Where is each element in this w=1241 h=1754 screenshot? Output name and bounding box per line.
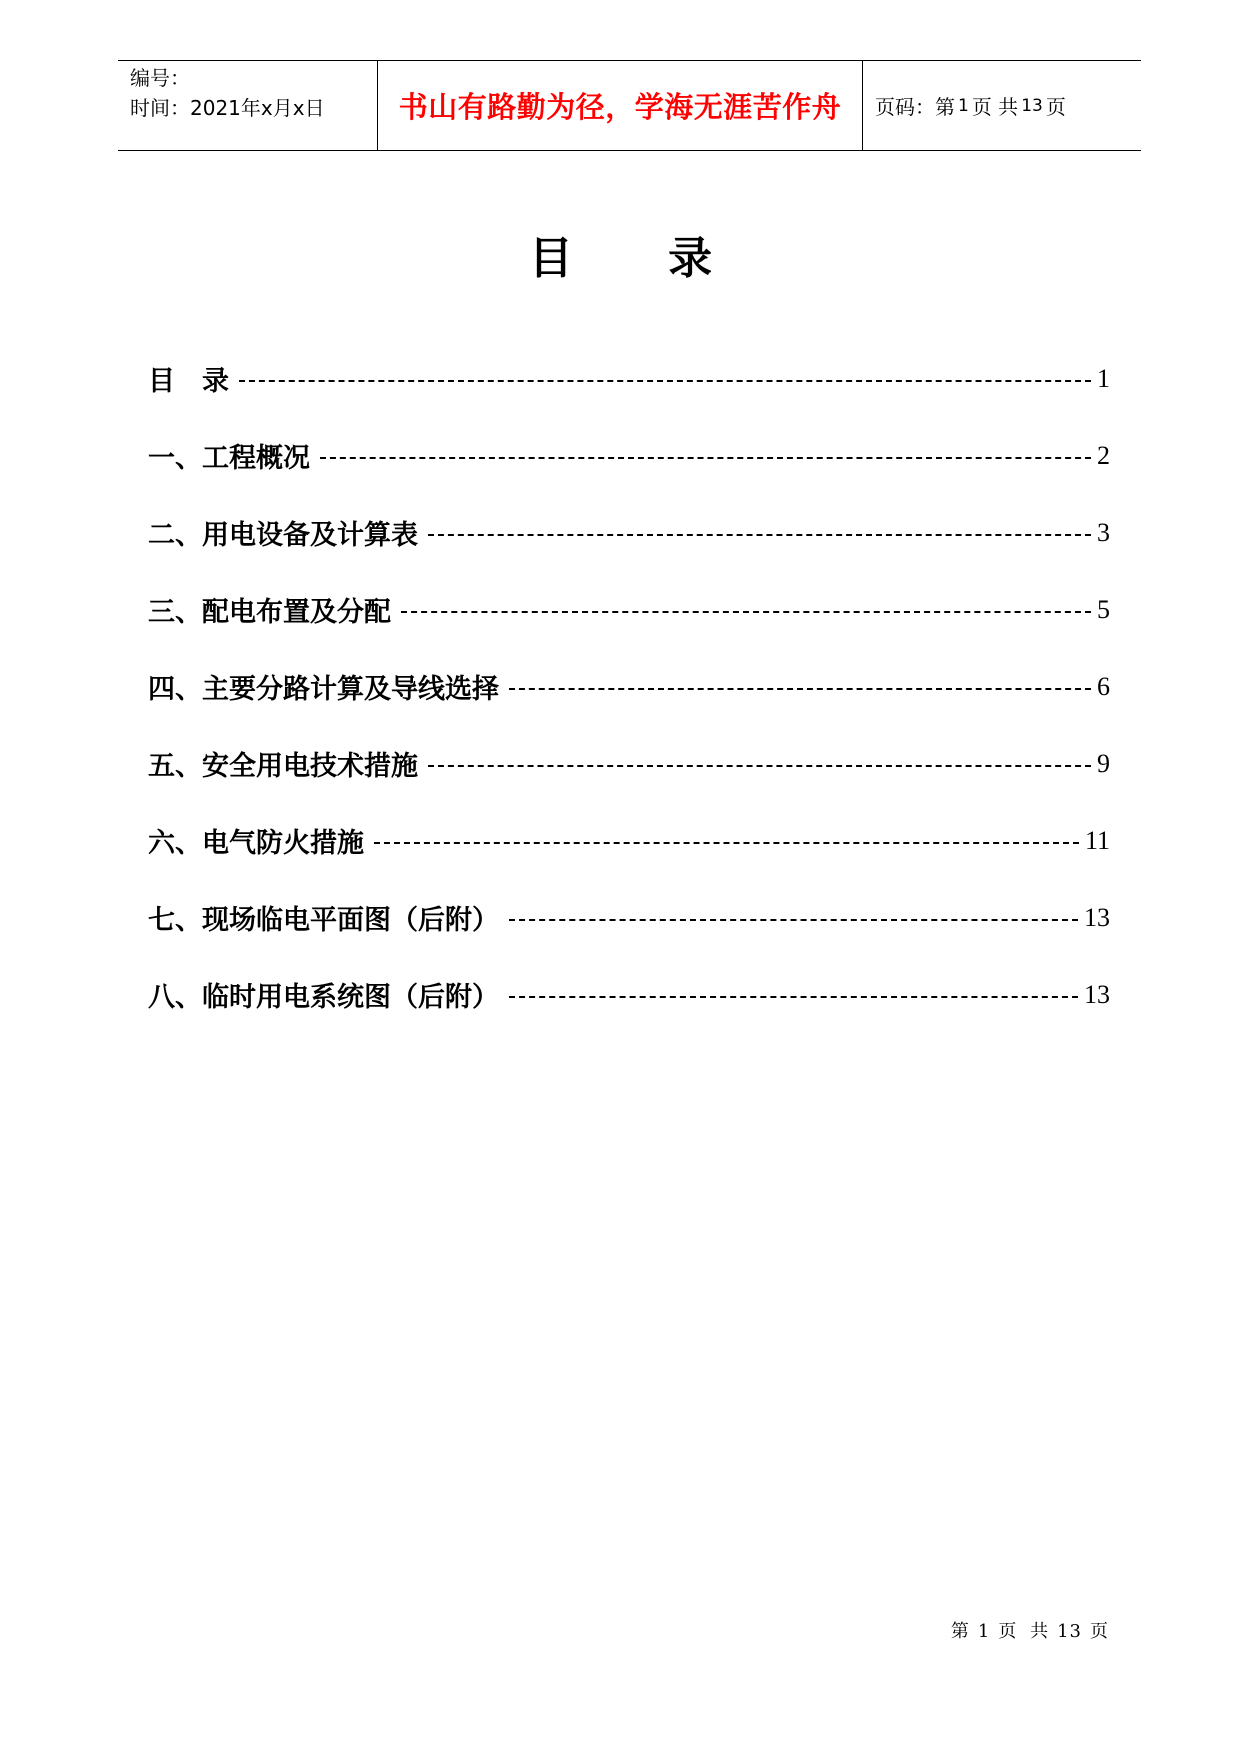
toc-entry-label: 五、安全用电技术措施 — [148, 751, 418, 782]
footer-suffix: 页 — [1090, 1621, 1109, 1642]
toc-entry-label: 八、临时用电系统图（后附） — [148, 982, 499, 1013]
toc-entry[interactable] — [148, 340, 1110, 417]
toc-entry[interactable] — [148, 648, 1110, 725]
toc-entry-page-number: 13 — [1084, 902, 1110, 932]
document-header — [118, 60, 1141, 151]
footer-current: 1 — [977, 1621, 991, 1642]
toc-dot-leader — [509, 996, 1078, 998]
document-number-label: 编号： — [130, 66, 190, 90]
footer-total: 13 — [1057, 1621, 1082, 1642]
toc-entry-page-number: 13 — [1084, 979, 1110, 1009]
footer-middle: 页 共 — [998, 1621, 1050, 1642]
toc-dot-leader — [428, 765, 1091, 767]
toc-entry-page-number: 6 — [1097, 671, 1110, 701]
header-motto-cell — [378, 61, 863, 150]
toc-entry-page-number: 2 — [1097, 440, 1110, 470]
header-meta-cell — [118, 61, 378, 150]
toc-entry-page-number: 5 — [1097, 594, 1110, 624]
header-motto: 书山有路勤为径，学海无涯苦作舟 — [398, 90, 842, 124]
toc-dot-leader — [320, 457, 1091, 459]
toc-entry-page-number: 9 — [1097, 748, 1110, 778]
toc-entry-label: 一、工程概况 — [148, 443, 310, 474]
toc-dot-leader — [374, 842, 1079, 844]
toc-entry-label: 六、电气防火措施 — [148, 828, 364, 859]
toc-entry[interactable] — [148, 879, 1110, 956]
page-title: 目 录 — [528, 233, 753, 284]
toc-dot-leader — [509, 919, 1078, 921]
header-page-total: 13 — [1021, 95, 1043, 116]
toc-entry[interactable] — [148, 956, 1110, 1033]
toc-entry-page-number: 3 — [1097, 517, 1110, 547]
page-footer — [947, 1617, 1113, 1643]
header-page-suffix: 页 — [1045, 95, 1066, 119]
table-of-contents — [148, 340, 1110, 1033]
toc-entry-label: 四、主要分路计算及导线选择 — [148, 674, 499, 705]
toc-entry-label: 二、用电设备及计算表 — [148, 520, 418, 551]
header-page-cell — [863, 61, 1141, 150]
toc-entry[interactable] — [148, 802, 1110, 879]
toc-entry[interactable] — [148, 417, 1110, 494]
toc-dot-leader — [428, 534, 1091, 536]
header-page-current: 1 — [958, 95, 969, 116]
toc-entry[interactable] — [148, 494, 1110, 571]
toc-entry-label: 目 录 — [148, 366, 229, 397]
toc-entry-label: 七、现场临电平面图（后附） — [148, 905, 499, 936]
toc-entry-label: 三、配电布置及分配 — [148, 597, 391, 628]
toc-entry[interactable] — [148, 725, 1110, 802]
toc-entry[interactable] — [148, 571, 1110, 648]
header-page-prefix: 页码：第 — [875, 95, 955, 119]
toc-entry-page-number: 11 — [1084, 825, 1110, 855]
toc-dot-leader — [509, 688, 1091, 690]
toc-dot-leader — [239, 380, 1091, 382]
document-time: 时间：2021年x月x日 — [130, 96, 325, 120]
footer-prefix: 第 — [950, 1621, 970, 1642]
toc-entry-page-number: 1 — [1097, 363, 1110, 393]
header-page-middle: 页 共 — [971, 95, 1019, 119]
toc-dot-leader — [401, 611, 1091, 613]
